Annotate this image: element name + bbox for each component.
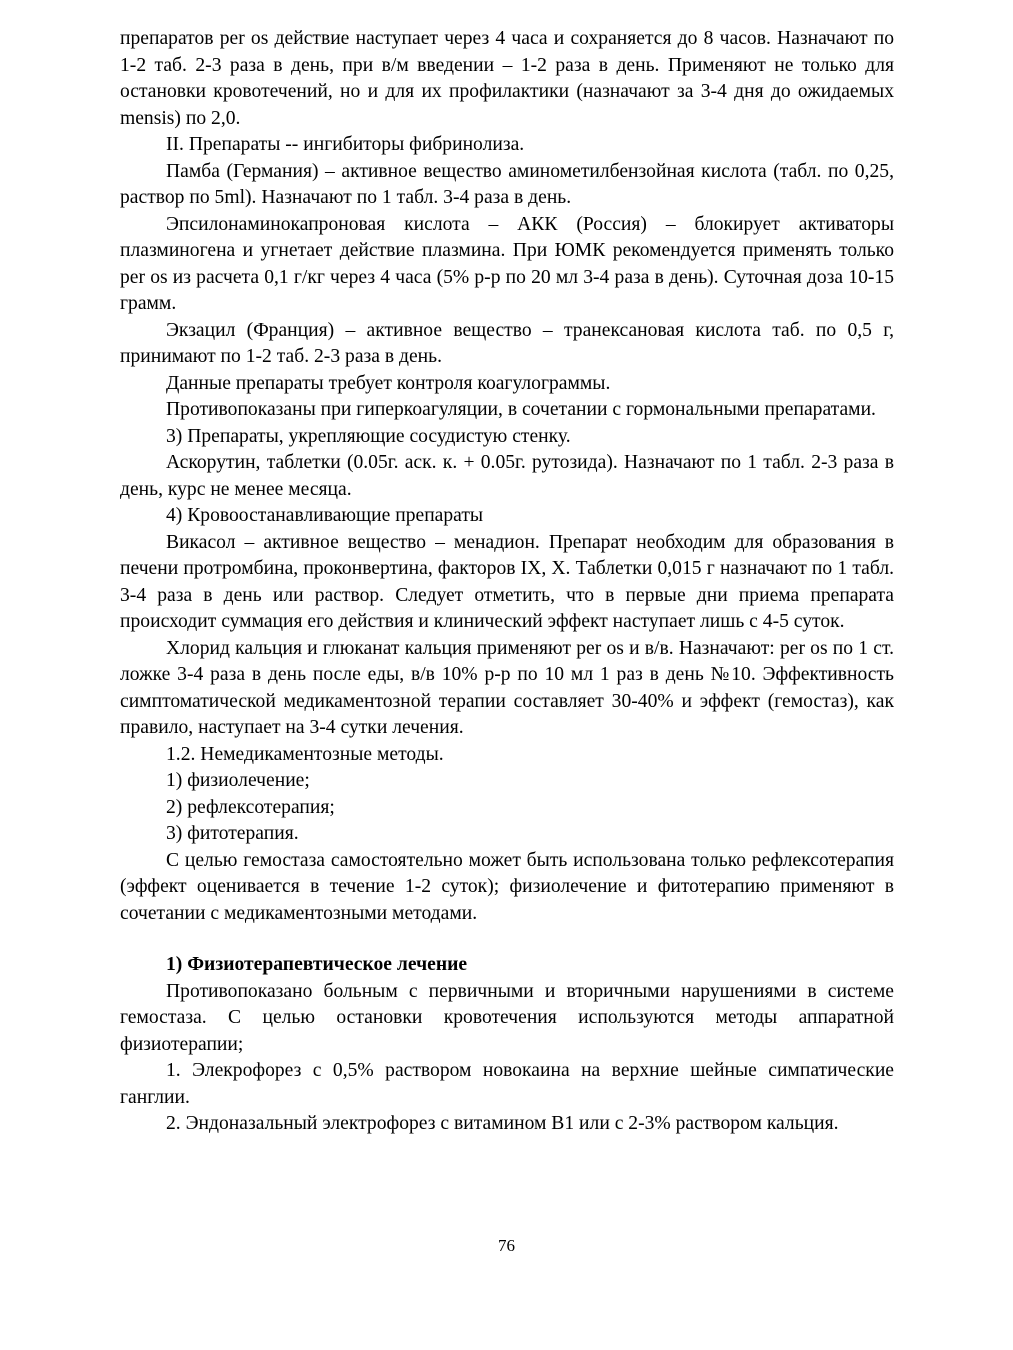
list-item-reflexotherapy: 2) рефлексотерапия;	[166, 796, 335, 818]
section-heading: 1) Физиотерапевтическое лечение	[166, 954, 468, 975]
paragraph-vascular-wall-heading: 3) Препараты, укрепляющие сосудистую стенку.	[166, 425, 571, 447]
list-item-phytotherapy: 3) фитотерапия.	[166, 823, 299, 844]
list-item-electrophoresis-novocaine: 1. Элекрофорез с 0,5% раствором новокаина на верхние шейные симпатические ганглии.	[120, 1060, 894, 1108]
paragraph-aminocaproic-acid: Эпсилонаминокапроновая кислота – АКК (Россия) – блокирует активаторы плазминогена и угнетает действие плазмина. При ЮМК рекомендуется применять только per os из расчета 0,1 г/кг через 4 часа (5% р-р по 20 мл 3-4 раза в день). Суточная доза 10-15 грамм.	[120, 213, 894, 314]
paragraph-pamba: Памба (Германия) – активное вещество аминометилбензойная кислота (табл. по 0,25, раствор по 5ml). Назначают по 1 табл. 3-4 раза в день.	[120, 160, 894, 208]
paragraph-vikasol: Викасол – активное вещество – менадион. Препарат необходим для образования в печени протромбина, проконвертина, факторов IX, X. Таблетки 0,015 г назначают по 1 табл. 3-4 раза в день или раствор. Следует отметить, что в первые дни приема препарата происходит суммация его действия и клинический эффект наступает лишь с 4-5 суток.	[120, 531, 894, 632]
paragraph-contraindications: Противопоказаны при гиперкоагуляции, в сочетании с гормональными препаратами.	[166, 399, 876, 420]
paragraph-hemostasis-goal: С целью гемостаза самостоятельно может быть использована только рефлексотерапия (эффект оценивается в течение 1-2 суток); физиолечение и фитотерапию применяют в сочетании с медикаментозными методами.	[120, 849, 894, 924]
list-item-endonasal-electrophoresis: 2. Эндоназальный электрофорез с витамином B1 или с 2-3% раствором кальция.	[166, 1113, 839, 1134]
paragraph-ascorutin: Аскорутин, таблетки (0.05г. аск. к. + 0.05г. рутозида). Назначают по 1 табл. 2-3 раза в день, курс не менее месяца.	[120, 452, 894, 500]
paragraph-coagulogram-note: Данные препараты требует контроля коагулограммы.	[166, 372, 611, 394]
page-body	[120, 26, 894, 1138]
list-item-physiotherapy: 1) физиолечение;	[166, 770, 310, 791]
paragraph-physiotherapy-contraindications: Противопоказано больным с первичными и вторичными нарушениями в системе гемостаза. С целью остановки кровотечения используются методы аппаратной физиотерапии;	[120, 980, 894, 1055]
paragraph-fibrinolysis-inhibitors-heading: II. Препараты -- ингибиторы фибринолиза.	[166, 134, 525, 155]
paragraph-exacyl: Экзацил (Франция) – активное вещество – транексановая кислота таб. по 0,5 г, принимают по 1-2 таб. 2-3 раза в день.	[120, 319, 894, 367]
page-number: 76	[498, 1236, 515, 1255]
paragraph-continuation: препаратов per os действие наступает через 4 часа и сохраняется до 8 часов. Назначают по 1-2 таб. 2-3 раза в день, при в/м введении – 1-2 раза в день. Применяют не только для остановки кровотечений, но и для их профилактики (назначают за 3-4 дня до ожидаемых mensis) по 2,0.	[120, 28, 894, 129]
paragraph-non-drug-methods-heading: 1.2. Немедикаментозные методы.	[166, 743, 444, 765]
paragraph-hemostatic-heading: 4) Кровоостанавливающие препараты	[166, 505, 484, 526]
paragraph-calcium: Хлорид кальция и глюканат кальция применяют per os и в/в. Назначают: per os по 1 ст. ложке 3-4 раза в день после еды, в/в 10% р-р по 10 мл 1 раз в день №10. Эффективность симптоматической медикаментозной терапии составляет 30-40% и эффект (гемостаз), как правило, наступает на 3-4 сутки лечения.	[120, 637, 894, 738]
